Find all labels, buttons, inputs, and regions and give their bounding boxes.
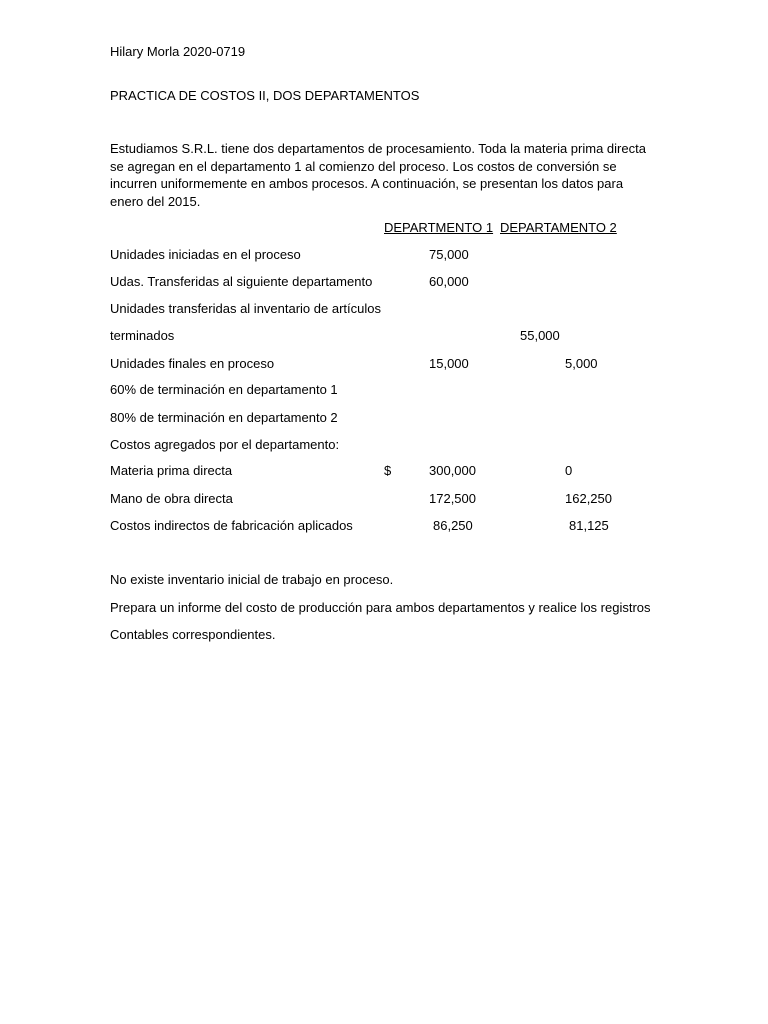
header-dept1: DEPARTMENTO 1	[384, 220, 494, 235]
row-label: Unidades transferidas al inventario de artículos	[110, 301, 381, 316]
row-label: Costos indirectos de fabricación aplicados	[110, 518, 353, 533]
row-label: 60% de terminación en departamento 1	[110, 382, 338, 397]
author-line: Hilary Morla 2020-0719	[110, 44, 246, 59]
row-label: Mano de obra directa	[110, 491, 233, 506]
row-dept1-value: 60,000	[429, 274, 469, 289]
row-label: Costos agregados por el departamento:	[110, 437, 340, 452]
footer-note: No existe inventario inicial de trabajo en proceso.	[110, 572, 394, 587]
row-dept1-value: 86,250	[433, 518, 473, 533]
row-dept2-value: 5,000	[565, 356, 598, 371]
row-label: Udas. Transferidas al siguiente departamento	[110, 274, 373, 289]
intro-line: se agregan en el departamento 1 al comienzo del proceso. Los costos de conversión se	[110, 158, 617, 174]
header-dept2: DEPARTAMENTO 2	[500, 220, 617, 235]
row-dept2-value: 81,125	[569, 518, 609, 533]
intro-paragraph	[110, 140, 670, 211]
intro-line: incurren uniformemente en ambos procesos. A continuación, se presentan los datos para	[110, 176, 624, 192]
intro-line: Estudiamos S.R.L. tiene dos departamentos de procesamiento. Toda la materia prima directa	[110, 141, 646, 156]
row-label: Unidades finales en proceso	[110, 356, 275, 371]
document-title: PRACTICA DE COSTOS II, DOS DEPARTAMENTOS	[110, 88, 420, 103]
row-dept2-value: 55,000	[520, 328, 560, 343]
row-dept1-value: 15,000	[429, 356, 469, 371]
row-dept1-value: 300,000	[429, 463, 476, 478]
footer-instruction-cont: Contables correspondientes.	[110, 627, 276, 642]
row-label: Unidades iniciadas en el proceso	[110, 247, 301, 262]
row-label: terminados	[110, 328, 175, 343]
row-label: Materia prima directa	[110, 463, 233, 478]
row-dept1-value: 172,500	[429, 491, 476, 506]
row-dept2-value: 162,250	[565, 491, 612, 506]
row-dept2-value: 0	[565, 463, 573, 478]
intro-line: enero del 2015.	[110, 194, 201, 210]
row-label: 80% de terminación en departamento 2	[110, 410, 338, 425]
row-dept1-value: 75,000	[429, 247, 469, 262]
currency-symbol: $	[384, 463, 392, 478]
footer-instruction: Prepara un informe del costo de producción para ambos departamentos y realice los registros	[110, 600, 651, 615]
